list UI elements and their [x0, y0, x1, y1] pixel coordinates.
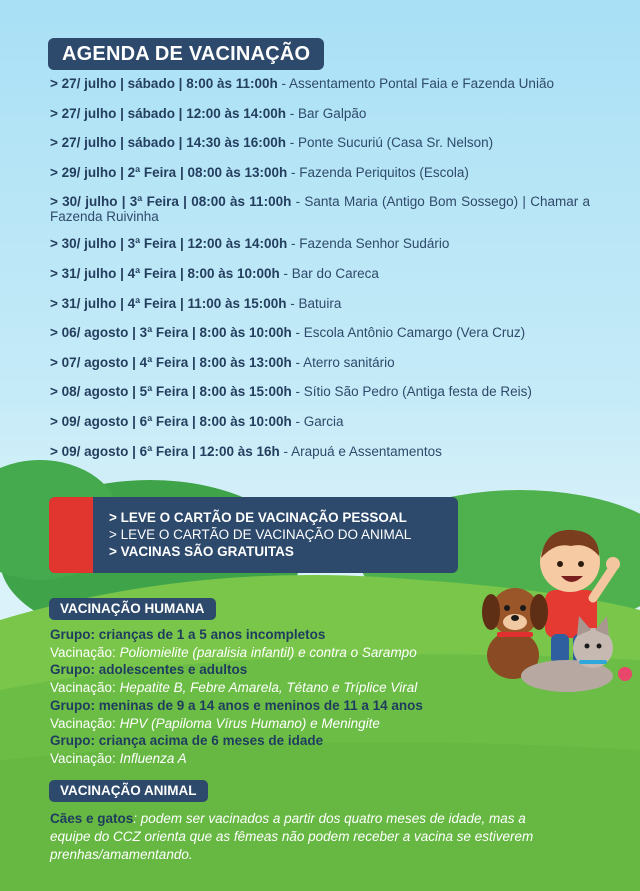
group-label: Grupo: adolescentes e adultos: [50, 662, 248, 678]
vaccine-line: Vacinação: Poliomielite (paralisia infantil) e contra o Sarampo: [50, 644, 417, 660]
schedule-item: > 08/ agosto | 5ª Feira | 8:00 às 15:00h - Sítio São Pedro (Antiga festa de Reis): [50, 384, 532, 400]
group-label: Grupo: meninas de 9 a 14 anos e meninos de 11 a 14 anos: [50, 697, 423, 713]
schedule-item: > 27/ julho | sábado | 8:00 às 11:00h - Assentamento Pontal Faia e Fazenda União: [50, 76, 554, 91]
schedule-item: > 29/ julho | 2ª Feira | 08:00 às 13:00h - Fazenda Periquitos (Escola): [50, 164, 469, 180]
page-title: AGENDA DE VACINAÇÃO: [48, 38, 324, 70]
schedule-item: > 07/ agosto | 4ª Feira | 8:00 às 13:00h - Aterro sanitário: [50, 354, 395, 370]
schedule-item: > 31/ julho | 4ª Feira | 11:00 às 15:00h - Batuira: [50, 295, 342, 311]
schedule-item: > 31/ julho | 4ª Feira | 8:00 às 10:00h - Bar do Careca: [50, 265, 379, 281]
schedule-item: > 30/ julho | 3ª Feira | 12:00 às 14:00h - Fazenda Senhor Sudário: [50, 236, 450, 252]
vaccine-line: Vacinação: Influenza A: [50, 750, 187, 766]
notice-line: > LEVE O CARTÃO DE VACINAÇÃO DO ANIMAL: [109, 527, 412, 542]
notice-line: > LEVE O CARTÃO DE VACINAÇÃO PESSOAL: [109, 510, 407, 525]
schedule-item: > 06/ agosto | 3ª Feira | 8:00 às 10:00h - Escola Antônio Camargo (Vera Cruz): [50, 325, 526, 341]
animal-vaccination-title: VACINAÇÃO ANIMAL: [49, 780, 208, 802]
group-label: Grupo: crianças de 1 a 5 anos incompletos: [50, 627, 326, 642]
schedule-item: > 09/ agosto | 6ª Feira | 12:00 às 16h - Arapuá e Assentamentos: [50, 443, 442, 459]
schedule-item: > 27/ julho | sábado | 12:00 às 14:00h - Bar Galpão: [50, 105, 367, 121]
animal-vaccination-text: Cães e gatos: podem ser vacinados a partir dos quatro meses de idade, mas a equipe do CCZ orienta que as fêmeas não podem receber a vacina se estiverem prenhas/amamentando.: [50, 811, 534, 862]
yarn-ball-icon: [618, 667, 632, 681]
notice-line: > VACINAS SÃO GRATUITAS: [109, 544, 294, 559]
human-vaccination-title: VACINAÇÃO HUMANA: [49, 598, 216, 620]
vaccination-schedule: [50, 76, 590, 473]
notice-box: [49, 497, 458, 573]
notice-accent: [49, 497, 93, 573]
schedule-item: > 27/ julho | sábado | 14:30 às 16:00h - Ponte Sucuriú (Casa Sr. Nelson): [50, 135, 494, 151]
schedule-item: > 30/ julho | 3ª Feira | 08:00 às 11:00h - Santa Maria (Antigo Bom Sossego) | Chamar a Fazenda Ruivinha: [50, 194, 590, 225]
schedule-item: > 09/ agosto | 6ª Feira | 8:00 às 10:00h - Garcia: [50, 413, 344, 429]
human-vaccination-list: [50, 626, 500, 768]
group-label: Grupo: criança acima de 6 meses de idade: [50, 733, 324, 749]
vaccine-line: Vacinação: HPV (Papiloma Vírus Humano) e Meningite: [50, 715, 380, 731]
vaccine-line: Vacinação: Hepatite B, Febre Amarela, Tétano e Tríplice Viral: [50, 680, 418, 696]
